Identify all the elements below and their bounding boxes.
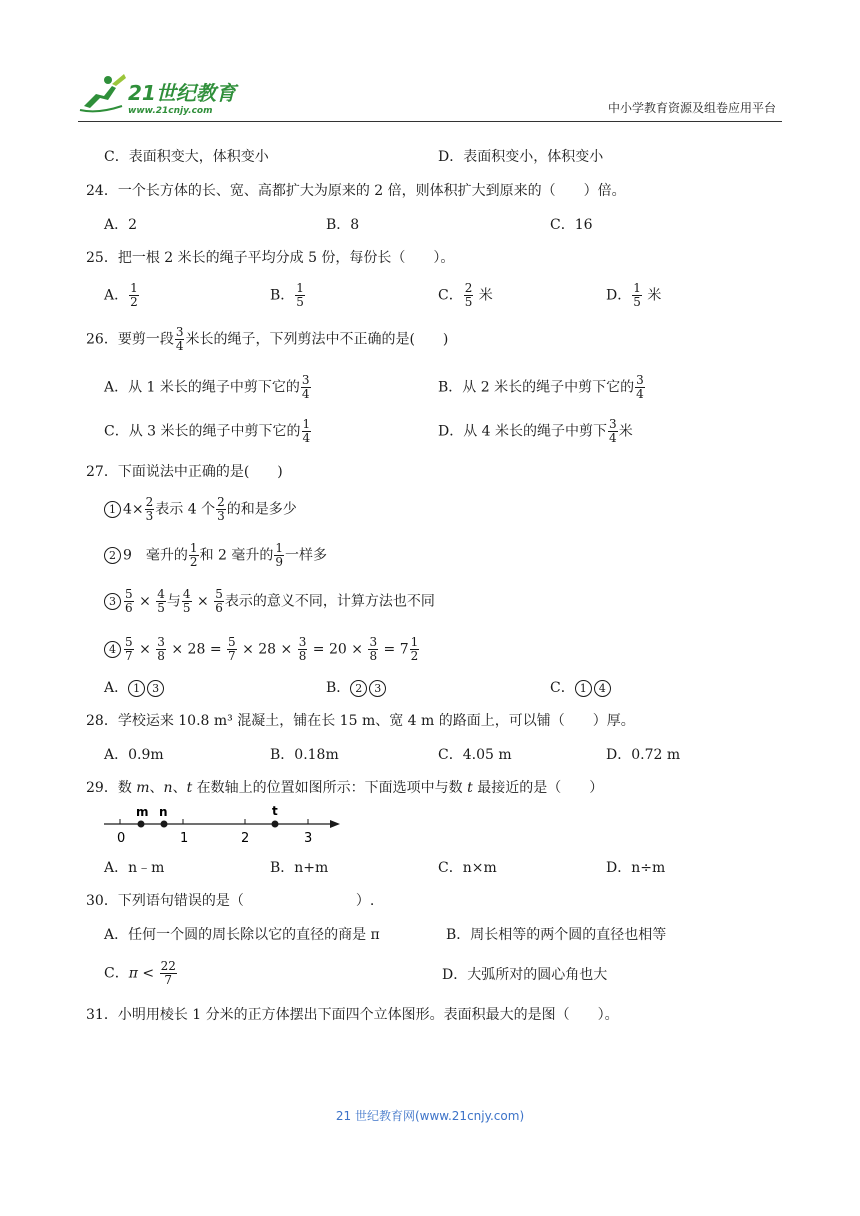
q25-stem: 25．把一根 2 米长的绳子平均分成 5 份，每份长（ ）。: [86, 250, 455, 266]
option-text: A．从 1 米长的绳子中剪下它的: [104, 379, 300, 396]
tick-label-1: 1: [180, 831, 189, 846]
text: 表示的意义不同，计算方法也不同: [224, 593, 435, 610]
denominator: 7: [164, 973, 173, 987]
var-m: m: [136, 780, 150, 796]
denominator: 7: [125, 649, 133, 663]
q27-statement-3: 3 $\frac{5}{6}$ × $\frac{4}{5}$ 与 $\frac{4}{5}$ × $\frac{5}{6}$ 表示的意义不同，计算方法也不同: [104, 588, 435, 615]
q24-option-a: A．2: [104, 217, 138, 233]
q31-stem: 31．小明用棱长 1 分米的正方体摆出下面四个立体图形。表面积最大的是图（ ）。: [86, 1007, 619, 1023]
arrow-icon: [330, 820, 340, 828]
logo-url: www.21cnjy.com: [128, 106, 213, 116]
q27-statement-4: 4 $\frac{5}{7}$ × $\frac{3}{8}$ × 28 = $\frac{5}{7}$ × 28 × $\frac{3}{8}$ = 20 × $\frac{3}{8}$ = 7 $\frac{1}{2}$: [104, 636, 420, 663]
text: 29．数: [86, 780, 137, 796]
fraction: [156, 636, 166, 663]
number-line: [100, 802, 346, 848]
denominator: 3: [217, 509, 225, 523]
fraction: [227, 636, 237, 663]
numerator: 1: [296, 281, 304, 295]
numerator: 3: [298, 635, 307, 649]
unit: 米: [474, 287, 493, 304]
point-n: [161, 821, 168, 828]
denominator: 4: [301, 387, 310, 401]
option-letter: A．: [104, 680, 129, 696]
q26-option-c: [104, 418, 312, 445]
q27-statement-1: [104, 496, 297, 523]
q25-option-a: [104, 282, 140, 309]
point-label-n: n: [159, 805, 168, 819]
fraction: [464, 282, 474, 309]
fraction: [295, 282, 305, 309]
denominator: 3: [145, 509, 154, 523]
q23-option-d: D．表面积变小，体积变小: [438, 149, 604, 165]
denominator: 8: [298, 649, 307, 663]
numerator: 1: [633, 281, 641, 295]
q29-option-b: B．n+m: [270, 860, 329, 876]
point-label-t: t: [272, 804, 278, 818]
fraction: [298, 636, 308, 663]
fraction: [182, 588, 192, 615]
option-text: C．从 3 米长的绳子中剪下它的: [104, 423, 301, 440]
q26-option-a: [104, 374, 312, 401]
option-text: D．从 4 米长的绳子中剪下: [438, 423, 608, 440]
circled-number: 3: [147, 680, 164, 697]
denominator: 2: [130, 295, 138, 309]
option-letter: B．: [270, 287, 295, 304]
q27-option-b: [326, 677, 388, 697]
option-letter: D．: [606, 287, 632, 304]
q25-option-c: [438, 282, 493, 309]
numerator: 2: [217, 495, 225, 509]
q27-option-a: [104, 677, 166, 697]
numerator: 1: [189, 541, 198, 555]
option-letter: C．: [438, 287, 463, 304]
q28-stem: 28．学校运来 10.8 m³ 混凝土，铺在长 15 m、宽 4 m 的路面上，可以铺（ ）厚。: [86, 713, 635, 729]
text: 9 毫升的: [123, 547, 188, 564]
q29-stem: [86, 777, 603, 797]
text: 在数轴上的位置如图所示：下面选项中与数: [192, 780, 468, 796]
circled-number: 1: [575, 680, 592, 697]
numerator: 1: [302, 417, 311, 431]
fraction: [216, 496, 226, 523]
header-divider: [78, 121, 782, 122]
denominator: 8: [369, 649, 378, 663]
denominator: 9: [275, 555, 284, 569]
denominator: 6: [125, 601, 133, 615]
numerator: 5: [125, 635, 133, 649]
denominator: 4: [609, 431, 617, 445]
q30-option-d: D．大弧所对的圆心角也大: [442, 967, 608, 983]
circled-number: 2: [104, 547, 121, 564]
fraction: [124, 636, 134, 663]
fraction: [635, 374, 645, 401]
denominator: 8: [157, 649, 165, 663]
unit: 米: [618, 423, 633, 440]
circled-number: 3: [104, 593, 121, 610]
numerator: 5: [215, 587, 223, 601]
q29-option-a: A．n﹣m: [104, 860, 165, 876]
fraction: [189, 542, 199, 569]
q24-stem: 24．一个长方体的长、宽、高都扩大为原来的 2 倍，则体积扩大到原来的（ ）倍。: [86, 183, 626, 199]
stem-text: 米长的绳子，下列剪法中不正确的是( ): [185, 331, 449, 348]
option-text: B．从 2 米长的绳子中剪下它的: [438, 379, 635, 396]
point-m: [138, 821, 145, 828]
denominator: 2: [410, 649, 419, 663]
numerator: 3: [157, 635, 165, 649]
fraction: [410, 636, 420, 663]
text: 一样多: [285, 547, 328, 564]
numerator: 4: [182, 587, 191, 601]
numerator: 22: [160, 959, 176, 973]
option-letter: A．: [104, 287, 129, 304]
q25-option-d: [606, 282, 661, 309]
option-letter: C．: [550, 680, 575, 696]
text: 、: [149, 780, 164, 796]
denominator: 7: [228, 649, 236, 663]
tick-label-0: 0: [117, 831, 126, 846]
fraction: [608, 418, 618, 445]
unit: 米: [642, 287, 662, 304]
denominator: 5: [296, 295, 304, 309]
q30-stem: 30．下列语句错误的是（ ）.: [86, 893, 375, 909]
circled-number: 2: [350, 680, 367, 697]
q27-stem: 27．下面说法中正确的是( ): [86, 464, 283, 480]
site-logo: [78, 70, 253, 116]
q29-option-d: D．n÷m: [606, 860, 666, 876]
fraction: [175, 326, 185, 353]
numerator: 5: [125, 587, 133, 601]
denominator: 5: [464, 295, 473, 309]
fraction: [145, 496, 155, 523]
q27-option-c: [550, 677, 613, 697]
numerator: 5: [228, 635, 236, 649]
numerator: 4: [157, 587, 165, 601]
denominator: 5: [182, 601, 191, 615]
var-t: t: [186, 780, 193, 796]
q24-option-b: B．8: [326, 217, 360, 233]
logo-text: 21世纪教育: [128, 81, 236, 105]
var-n: n: [163, 780, 173, 796]
circled-number: 1: [104, 501, 121, 518]
q30-option-b: B．周长相等的两个圆的直径也相等: [446, 927, 667, 943]
text: 4×: [123, 501, 144, 518]
footer-link[interactable]: 21 世纪教育网(www.21cnjy.com): [335, 1109, 525, 1123]
fraction: [124, 588, 134, 615]
denominator: 5: [157, 601, 165, 615]
numerator: 3: [301, 373, 310, 387]
circled-number: 4: [104, 641, 121, 658]
numerator: 3: [636, 373, 644, 387]
fraction: [274, 542, 284, 569]
q28-option-d: D．0.72 m: [606, 747, 681, 763]
denominator: 4: [302, 431, 311, 445]
text: 表示 4 个: [155, 501, 216, 518]
numerator: 3: [609, 417, 617, 431]
q29-option-c: C．n×m: [438, 860, 497, 876]
fraction: [368, 636, 378, 663]
q23-option-c: C．表面积变大，体积变小: [104, 149, 269, 165]
q28-option-b: B．0.18m: [270, 747, 339, 763]
denominator: 6: [215, 601, 223, 615]
numerator: 2: [464, 281, 473, 295]
denominator: 2: [189, 555, 198, 569]
fraction: [632, 282, 642, 309]
tick-label-3: 3: [304, 831, 313, 846]
q28-option-a: A．0.9m: [104, 747, 164, 763]
stem-text: 26．要剪一段: [86, 331, 174, 348]
text: 最接近的是（ ）: [472, 780, 604, 796]
numerator: 1: [410, 635, 419, 649]
numerator: 1: [275, 541, 284, 555]
fraction: [156, 588, 166, 615]
circled-number: 3: [369, 680, 386, 697]
tick-label-2: 2: [241, 831, 250, 846]
numerator: 1: [130, 281, 138, 295]
point-t: [272, 821, 279, 828]
option-letter: B．: [326, 680, 351, 696]
option-letter: C．: [104, 965, 129, 982]
fraction: [302, 418, 312, 445]
var-t: t: [467, 780, 473, 796]
runner-icon: [80, 74, 126, 111]
numerator: 3: [369, 635, 378, 649]
numerator: 3: [175, 325, 184, 339]
circled-number: 1: [128, 680, 145, 697]
text: 的和是多少: [226, 501, 297, 518]
numerator: 2: [145, 495, 154, 509]
pi-symbol: π <: [128, 965, 155, 982]
fraction: [160, 960, 177, 987]
denominator: 5: [633, 295, 641, 309]
q25-option-b: [270, 282, 306, 309]
q26-option-d: [438, 418, 633, 445]
circled-number: 4: [594, 680, 611, 697]
text: 和 2 毫升的: [199, 547, 274, 564]
platform-label: 中小学教育资源及组卷应用平台: [607, 101, 776, 115]
fraction: [214, 588, 224, 615]
fraction: [301, 374, 311, 401]
q27-statement-2: [104, 542, 327, 569]
q30-option-c: [104, 960, 178, 987]
q28-option-c: C．4.05 m: [438, 747, 512, 763]
q26-option-b: [438, 374, 646, 401]
denominator: 4: [636, 387, 644, 401]
q26-stem: [86, 326, 448, 353]
fraction: [129, 282, 139, 309]
q24-option-c: C．16: [550, 217, 593, 233]
q30-option-a: A．任何一个圆的周长除以它的直径的商是 π: [104, 927, 380, 943]
denominator: 4: [175, 339, 184, 353]
point-label-m: m: [136, 805, 149, 819]
text: 、: [172, 780, 187, 796]
